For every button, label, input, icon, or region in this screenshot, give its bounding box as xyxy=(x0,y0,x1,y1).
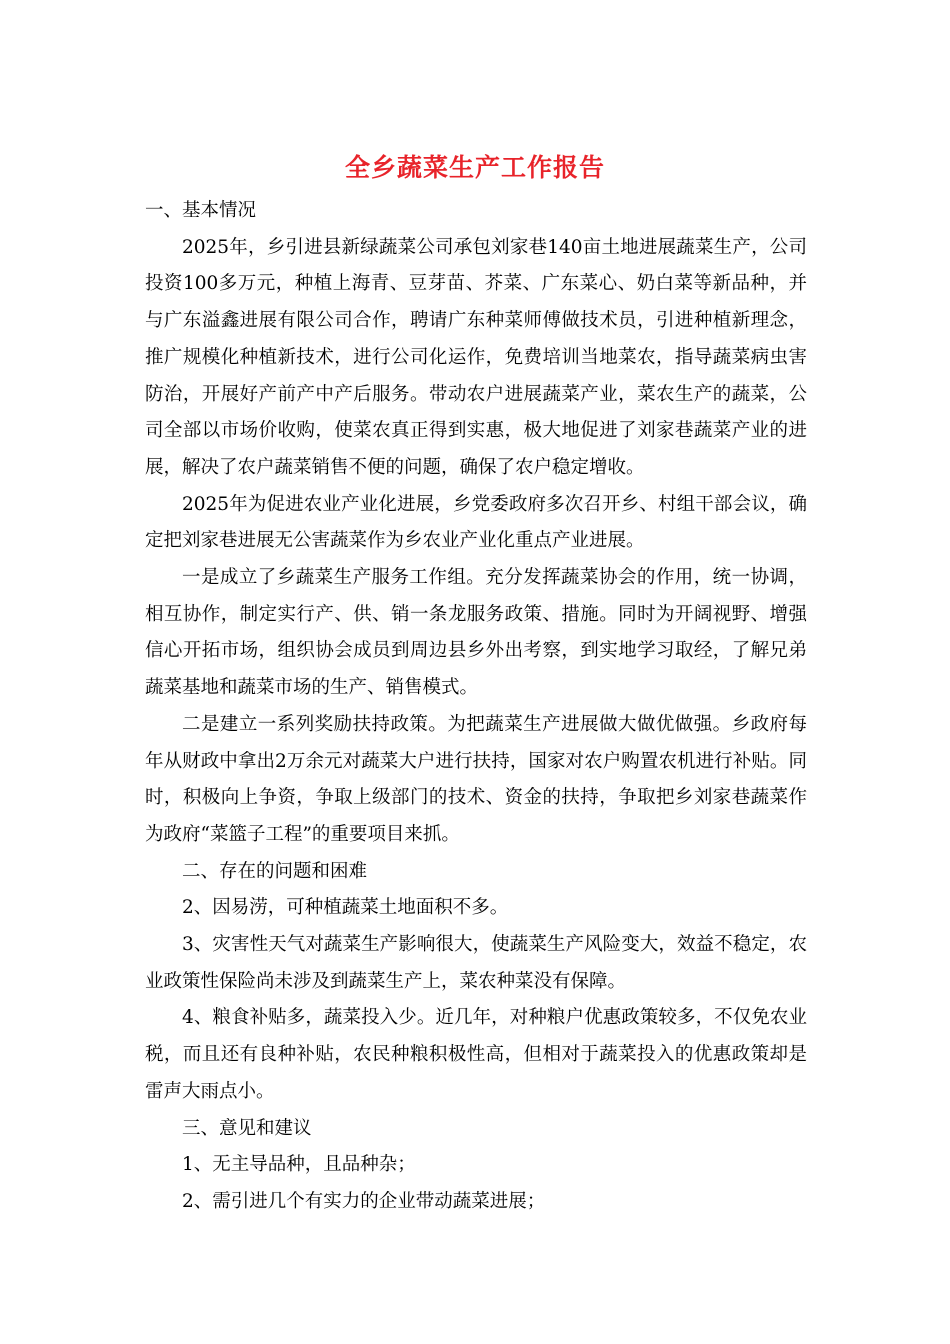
section-heading-problems: 二、存在的问题和困难 xyxy=(182,860,368,882)
list-item-suggestion-2: 2、需引进几个有实力的企业带动蔬菜进展； xyxy=(182,1190,546,1212)
list-item-problem-3: 3、灾害性天气对蔬菜生产影响很大，使蔬菜生产风险变大，效益不稳定，农业政策性保险尚未涉及到蔬菜生产上，菜农种菜没有保障。 xyxy=(145,934,807,992)
paragraph-service-group: 一是成立了乡蔬菜生产服务工作组。充分发挥蔬菜协会的作用，统一协调，相互协作，制定实行产、供、销一条龙服务政策、措施。同时为开阔视野、增强信心开拓市场，组织协会成员到周边县乡外出考察，到实地学习取经，了解兄弟蔬菜基地和蔬菜市场的生产、销售模式。 xyxy=(145,567,807,699)
paragraph-company-introduction: 2025年，乡引进县新绿蔬菜公司承包刘家巷140亩土地进展蔬菜生产，公司投资100多万元，种植上海青、豆芽苗、芥菜、广东菜心、奶白菜等新品种，并与广东溢鑫进展有限公司合作，聘请广东种菜师傅做技术员，引进种植新理念，推广规模化种植新技术，进行公司化运作，免费培训当地菜农，指导蔬菜病虫害防治，开展好产前产中产后服务。带动农户进展蔬菜产业，菜农生产的蔬菜，公司全部以市场价收购，使菜农真正得到实惠，极大地促进了刘家巷蔬菜产业的进展，解决了农户蔬菜销售不便的问题，确保了农户稳定增收。 xyxy=(145,236,807,478)
paragraph-incentive-policies: 二是建立一系列奖励扶持政策。为把蔬菜生产进展做大做优做强。乡政府每年从财政中拿出2万余元对蔬菜大户进行扶持，国家对农户购置农机进行补贴。同时，积极向上争资，争取上级部门的技术、资金的扶持，争取把乡刘家巷蔬菜作为政府“菜篮子工程”的重要项目来抓。 xyxy=(145,713,807,845)
list-item-suggestion-1: 1、无主导品种，且品种杂； xyxy=(182,1154,416,1176)
document-title: 全乡蔬菜生产工作报告 xyxy=(344,153,605,182)
document-body xyxy=(145,193,807,1221)
paragraph-industrialization-decision: 2025年为促进农业产业化进展，乡党委政府多次召开乡、村组干部会议，确定把刘家巷进展无公害蔬菜作为乡农业产业化重点产业进展。 xyxy=(145,493,807,552)
section-heading-basic-situation: 一、基本情况 xyxy=(145,200,257,221)
list-item-problem-4: 4、粮食补贴多，蔬菜投入少。近几年，对种粮户优惠政策较多，不仅免农业税，而且还有良种补贴，农民种粮积极性高，但相对于蔬菜投入的优惠政策却是雷声大雨点小。 xyxy=(145,1007,807,1102)
list-item-problem-2: 2、因易涝，可种植蔬菜土地面积不多。 xyxy=(182,897,509,919)
section-heading-suggestions: 三、意见和建议 xyxy=(182,1117,312,1139)
